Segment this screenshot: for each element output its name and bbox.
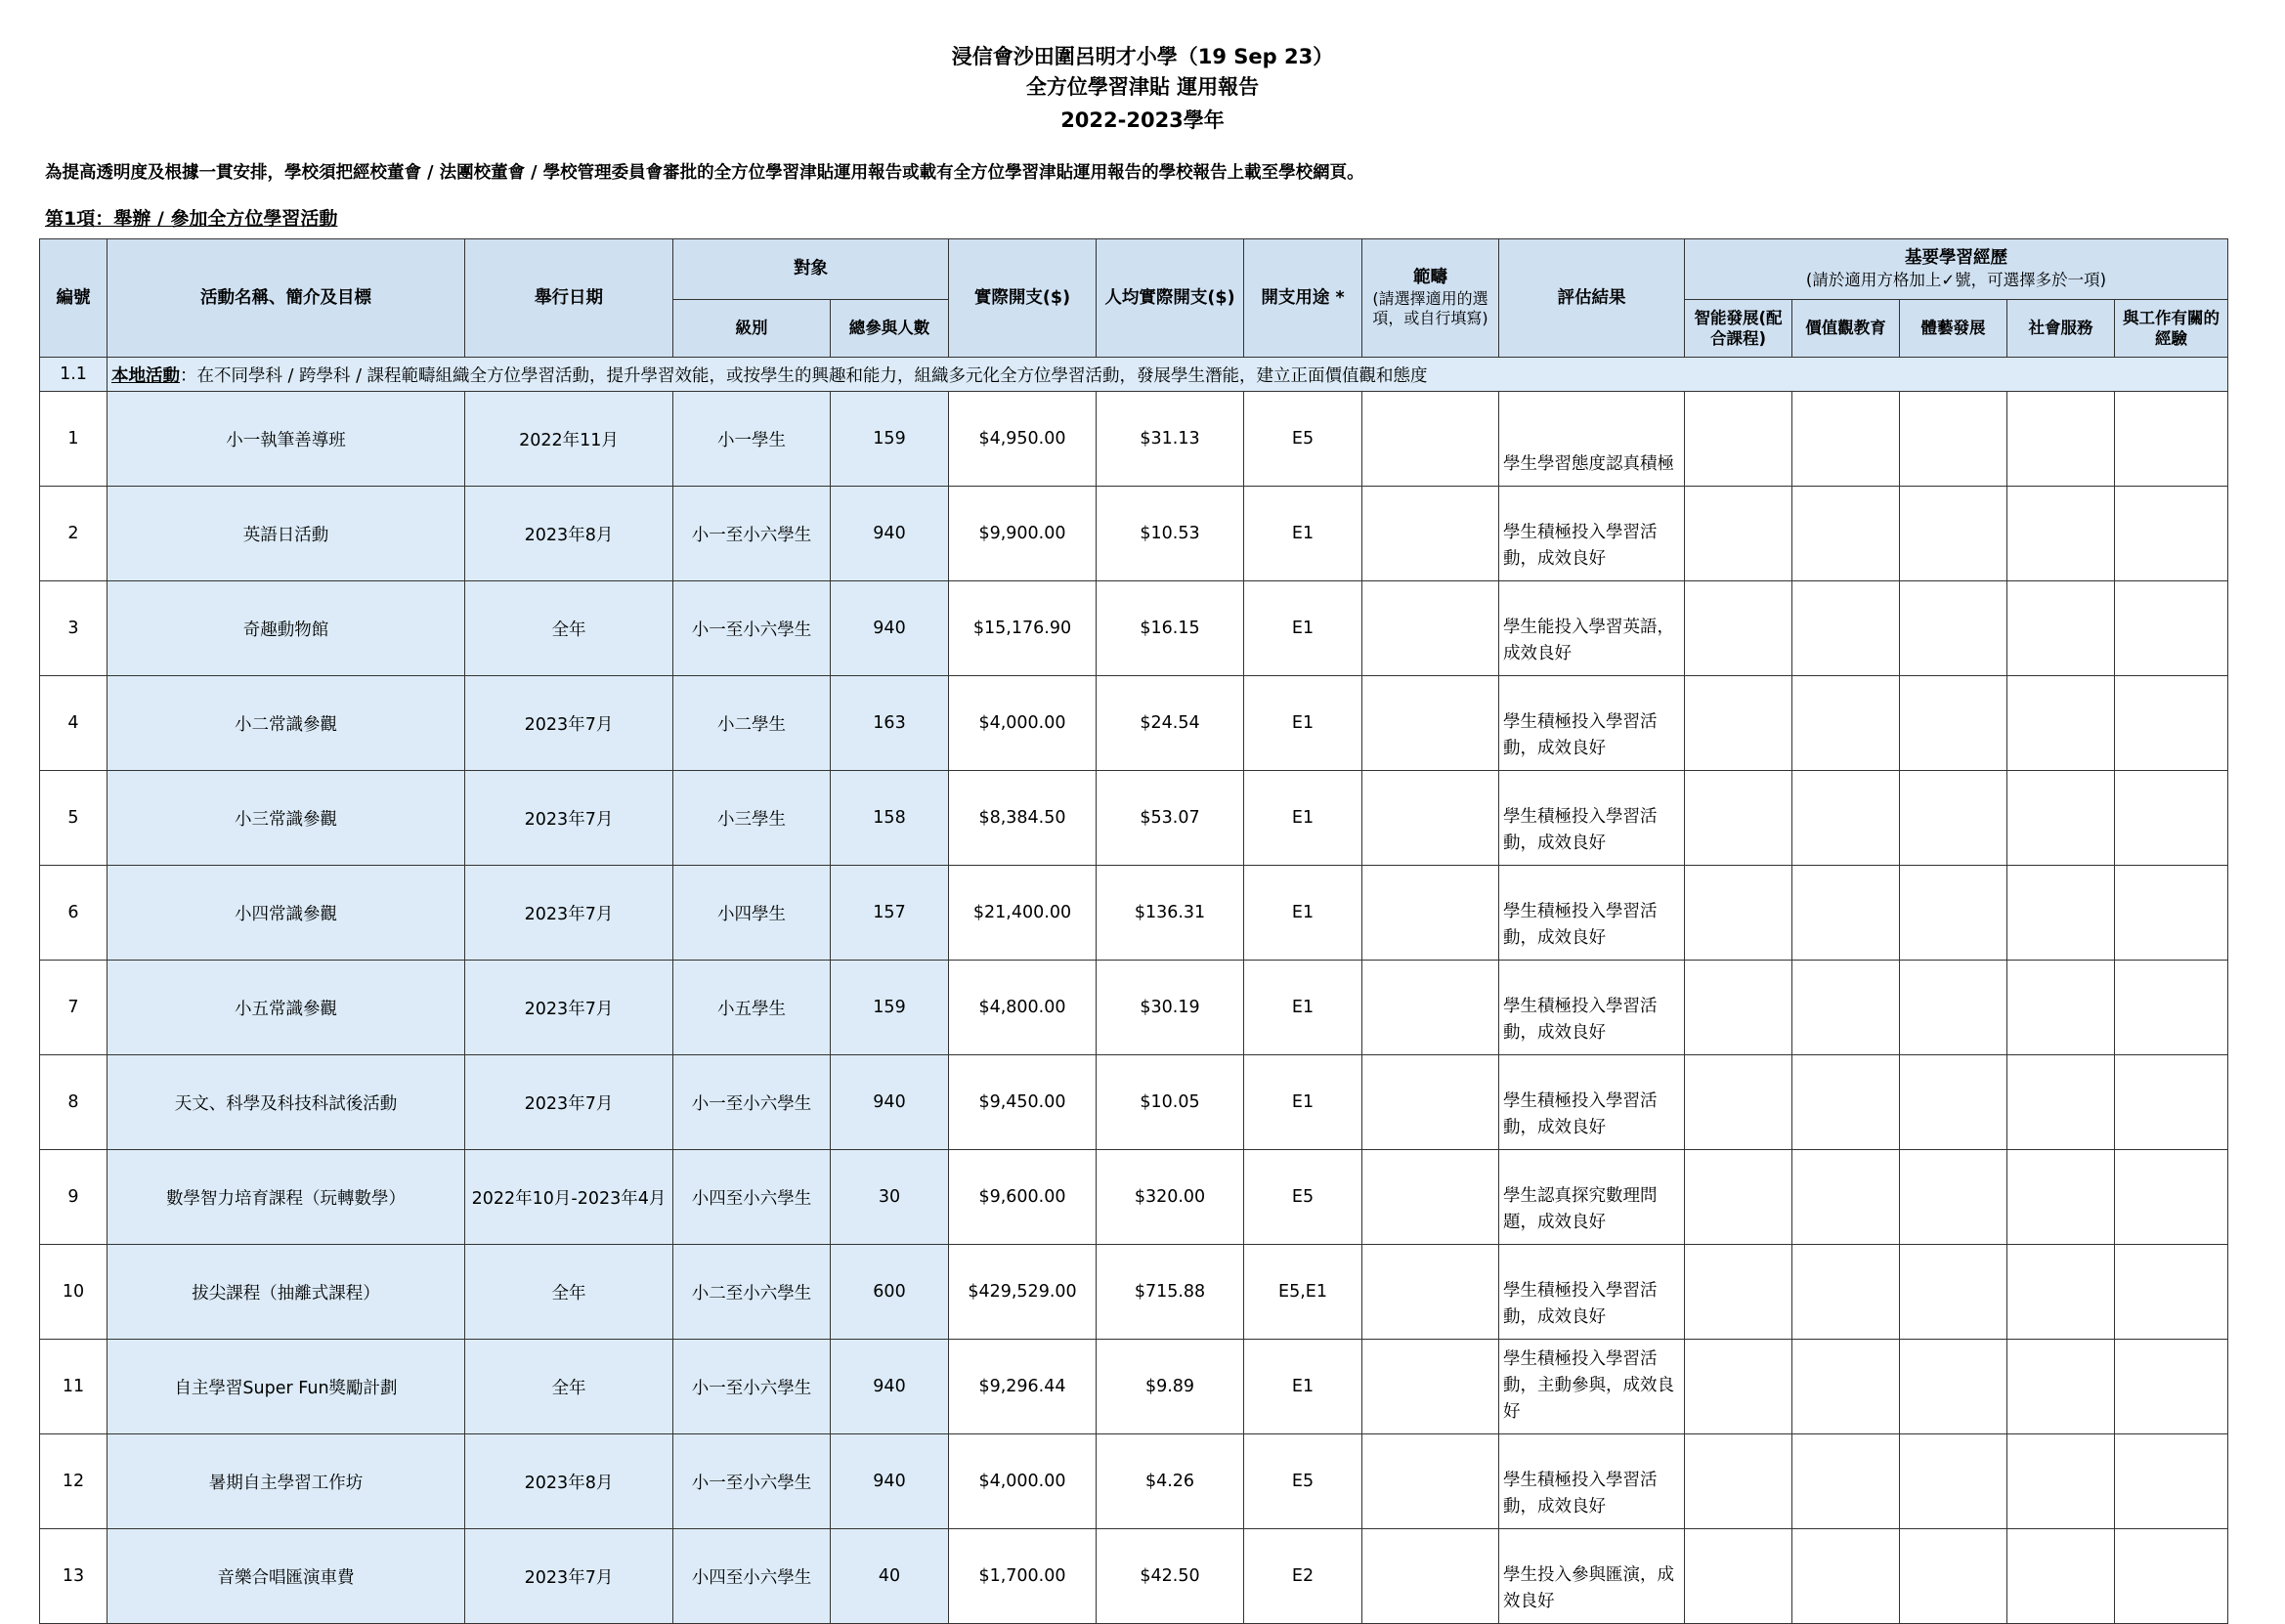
kle-check-cell (1792, 771, 1900, 866)
table-row (40, 1055, 2228, 1150)
section-row-1-1 (40, 358, 2228, 392)
kle-check-cell (2115, 961, 2228, 1055)
participant-count: 40 (831, 1529, 949, 1624)
kle-check-cell (1792, 676, 1900, 771)
kle-check-cell (1792, 1434, 1900, 1529)
domain-cell (1362, 676, 1499, 771)
kle-check-cell (2007, 961, 2115, 1055)
activity-date: 全年 (465, 1340, 673, 1434)
actual-expense: $8,384.50 (949, 771, 1097, 866)
target-level: 小四至小六學生 (673, 1529, 831, 1624)
kle-community-service: 社會服務 (2007, 300, 2115, 358)
kle-check-cell (1900, 1150, 2007, 1245)
kle-check-cell (1792, 1340, 1900, 1434)
kle-check-cell (1900, 961, 2007, 1055)
kle-check-cell (1685, 961, 1792, 1055)
kle-check-cell (2007, 1434, 2115, 1529)
kle-check-cell (1900, 392, 2007, 487)
domain-cell (1362, 1434, 1499, 1529)
kle-check-cell (2115, 392, 2228, 487)
activity-name: 自主學習Super Fun獎勵計劃 (108, 1340, 465, 1434)
evaluation-result: 學生學習態度認真積極 (1499, 392, 1685, 487)
activity-name: 音樂合唱匯演車費 (108, 1529, 465, 1624)
expense-usage: E2 (1244, 1529, 1362, 1624)
kle-check-cell (1792, 487, 1900, 581)
expense-usage: E5 (1244, 1434, 1362, 1529)
kle-check-cell (1900, 1434, 2007, 1529)
row-number: 13 (40, 1529, 108, 1624)
activity-name: 小一執筆善導班 (108, 392, 465, 487)
kle-check-cell (1792, 1245, 1900, 1340)
col-header-no: 編號 (40, 239, 108, 358)
row-number: 8 (40, 1055, 108, 1150)
table-row (40, 1245, 2228, 1340)
kle-check-cell (1685, 1150, 1792, 1245)
kle-check-cell (2115, 487, 2228, 581)
kle-check-cell (1900, 487, 2007, 581)
activity-date: 2023年7月 (465, 1529, 673, 1624)
evaluation-result: 學生積極投入學習活動，成效良好 (1499, 676, 1685, 771)
kle-check-cell (2115, 1340, 2228, 1434)
participant-count: 940 (831, 1434, 949, 1529)
kle-check-cell (1900, 1340, 2007, 1434)
target-level: 小二至小六學生 (673, 1245, 831, 1340)
row-number: 4 (40, 676, 108, 771)
table-row (40, 1150, 2228, 1245)
per-capita-expense: $31.13 (1097, 392, 1244, 487)
activity-name: 奇趣動物館 (108, 581, 465, 676)
kle-check-cell (2115, 1529, 2228, 1624)
col-header-level: 級別 (673, 300, 831, 358)
participant-count: 157 (831, 866, 949, 961)
table-row (40, 866, 2228, 961)
target-level: 小三學生 (673, 771, 831, 866)
activity-name: 數學智力培育課程（玩轉數學） (108, 1150, 465, 1245)
evaluation-result: 學生投入參與匯演，成效良好 (1499, 1529, 1685, 1624)
participant-count: 159 (831, 961, 949, 1055)
per-capita-expense: $53.07 (1097, 771, 1244, 866)
participant-count: 940 (831, 581, 949, 676)
domain-cell (1362, 961, 1499, 1055)
activity-table (39, 238, 2228, 1624)
per-capita-expense: $4.26 (1097, 1434, 1244, 1529)
activity-name: 小四常識參觀 (108, 866, 465, 961)
kle-aesthetic-physical: 體藝發展 (1900, 300, 2007, 358)
actual-expense: $4,000.00 (949, 1434, 1097, 1529)
target-level: 小四學生 (673, 866, 831, 961)
domain-cell (1362, 1150, 1499, 1245)
evaluation-result: 學生積極投入學習活動，成效良好 (1499, 866, 1685, 961)
table-row (40, 961, 2228, 1055)
kle-check-cell (2115, 771, 2228, 866)
table-row (40, 1340, 2228, 1434)
kle-check-cell (1685, 1340, 1792, 1434)
actual-expense: $4,950.00 (949, 392, 1097, 487)
activity-name: 小五常識參觀 (108, 961, 465, 1055)
expense-usage: E5,E1 (1244, 1245, 1362, 1340)
activity-date: 2022年11月 (465, 392, 673, 487)
expense-usage: E1 (1244, 1340, 1362, 1434)
actual-expense: $15,176.90 (949, 581, 1097, 676)
report-title-subsidy: 全方位學習津貼 運用報告 (1025, 75, 1260, 99)
participant-count: 940 (831, 487, 949, 581)
evaluation-result: 學生積極投入學習活動，成效良好 (1499, 487, 1685, 581)
expense-usage: E1 (1244, 487, 1362, 581)
domain-cell (1362, 392, 1499, 487)
participant-count: 159 (831, 392, 949, 487)
activity-name: 英語日活動 (108, 487, 465, 581)
activity-name: 拔尖課程（抽離式課程） (108, 1245, 465, 1340)
section-heading: 第1項：舉辦 / 參加全方位學習活動 (45, 208, 338, 230)
actual-expense: $429,529.00 (949, 1245, 1097, 1340)
per-capita-expense: $320.00 (1097, 1150, 1244, 1245)
activity-date: 2023年7月 (465, 1055, 673, 1150)
table-row (40, 676, 2228, 771)
actual-expense: $9,600.00 (949, 1150, 1097, 1245)
section-number: 1.1 (40, 358, 108, 392)
domain-cell (1362, 581, 1499, 676)
kle-check-cell (1792, 1529, 1900, 1624)
evaluation-result: 學生積極投入學習活動，成效良好 (1499, 1245, 1685, 1340)
kle-career-related: 與工作有關的經驗 (2115, 300, 2228, 358)
evaluation-result: 學生積極投入學習活動，成效良好 (1499, 1434, 1685, 1529)
participant-count: 158 (831, 771, 949, 866)
row-number: 6 (40, 866, 108, 961)
activity-name: 暑期自主學習工作坊 (108, 1434, 465, 1529)
kle-check-cell (1685, 1434, 1792, 1529)
evaluation-result: 學生能投入學習英語，成效良好 (1499, 581, 1685, 676)
kle-check-cell (2007, 1055, 2115, 1150)
actual-expense: $9,296.44 (949, 1340, 1097, 1434)
kle-check-cell (1900, 1529, 2007, 1624)
evaluation-result: 學生積極投入學習活動，成效良好 (1499, 961, 1685, 1055)
kle-values: 價值觀教育 (1792, 300, 1900, 358)
expense-usage: E1 (1244, 866, 1362, 961)
participant-count: 940 (831, 1340, 949, 1434)
kle-check-cell (1685, 771, 1792, 866)
expense-usage: E1 (1244, 1055, 1362, 1150)
expense-usage: E5 (1244, 392, 1362, 487)
domain-cell (1362, 487, 1499, 581)
target-level: 小一至小六學生 (673, 1340, 831, 1434)
per-capita-expense: $715.88 (1097, 1245, 1244, 1340)
kle-check-cell (2115, 581, 2228, 676)
per-capita-expense: $10.53 (1097, 487, 1244, 581)
domain-cell (1362, 1529, 1499, 1624)
kle-check-cell (1792, 392, 1900, 487)
per-capita-expense: $16.15 (1097, 581, 1244, 676)
col-header-kle (1685, 239, 2228, 300)
row-number: 9 (40, 1150, 108, 1245)
kle-check-cell (1685, 581, 1792, 676)
kle-check-cell (2115, 1434, 2228, 1529)
evaluation-result: 學生積極投入學習活動，成效良好 (1499, 1055, 1685, 1150)
row-number: 2 (40, 487, 108, 581)
evaluation-result: 學生積極投入學習活動，主動參與，成效良好 (1499, 1340, 1685, 1434)
kle-check-cell (2007, 1245, 2115, 1340)
target-level: 小四至小六學生 (673, 1150, 831, 1245)
col-header-domain (1362, 239, 1499, 358)
participant-count: 600 (831, 1245, 949, 1340)
col-header-target: 對象 (673, 239, 949, 300)
col-header-date: 舉行日期 (465, 239, 673, 358)
activity-name: 小二常識參觀 (108, 676, 465, 771)
kle-check-cell (1900, 581, 2007, 676)
kle-check-cell (1792, 961, 1900, 1055)
activity-date: 2023年7月 (465, 866, 673, 961)
row-number: 5 (40, 771, 108, 866)
col-header-expense: 實際開支($) (949, 239, 1097, 358)
table-row (40, 487, 2228, 581)
actual-expense: $1,700.00 (949, 1529, 1097, 1624)
per-capita-expense: $9.89 (1097, 1340, 1244, 1434)
evaluation-result: 學生積極投入學習活動，成效良好 (1499, 771, 1685, 866)
col-header-per-capita: 人均實際開支($) (1097, 239, 1244, 358)
kle-check-cell (2115, 676, 2228, 771)
kle-check-cell (1792, 1150, 1900, 1245)
kle-title: 基要學習經歷 (1905, 248, 2008, 269)
target-level: 小一至小六學生 (673, 1434, 831, 1529)
per-capita-expense: $42.50 (1097, 1529, 1244, 1624)
row-number: 1 (40, 392, 108, 487)
participant-count: 163 (831, 676, 949, 771)
kle-check-cell (2115, 866, 2228, 961)
participant-count: 30 (831, 1150, 949, 1245)
kle-check-cell (2007, 1150, 2115, 1245)
kle-note: (請於適用方格加上✓號，可選擇多於一項) (1805, 271, 2107, 290)
domain-cell (1362, 866, 1499, 961)
kle-check-cell (1685, 676, 1792, 771)
per-capita-expense: $136.31 (1097, 866, 1244, 961)
target-level: 小二學生 (673, 676, 831, 771)
col-header-activity: 活動名稱、簡介及目標 (108, 239, 465, 358)
target-level: 小一學生 (673, 392, 831, 487)
table-row (40, 771, 2228, 866)
expense-usage: E1 (1244, 961, 1362, 1055)
target-level: 小一至小六學生 (673, 581, 831, 676)
expense-usage: E1 (1244, 771, 1362, 866)
activity-date: 全年 (465, 1245, 673, 1340)
kle-check-cell (2007, 676, 2115, 771)
row-number: 10 (40, 1245, 108, 1340)
activity-date: 2023年7月 (465, 676, 673, 771)
kle-check-cell (1685, 866, 1792, 961)
activity-name: 天文、科學及科技科試後活動 (108, 1055, 465, 1150)
expense-usage: E1 (1244, 676, 1362, 771)
row-number: 11 (40, 1340, 108, 1434)
domain-cell (1362, 1055, 1499, 1150)
kle-check-cell (2007, 866, 2115, 961)
kle-check-cell (1685, 1055, 1792, 1150)
evaluation-result: 學生認真探究數理問題，成效良好 (1499, 1150, 1685, 1245)
col-header-usage: 開支用途 * (1244, 239, 1362, 358)
domain-title: 範疇 (1413, 267, 1447, 287)
domain-cell (1362, 771, 1499, 866)
kle-check-cell (1900, 676, 2007, 771)
target-level: 小一至小六學生 (673, 1055, 831, 1150)
kle-check-cell (1685, 392, 1792, 487)
per-capita-expense: $24.54 (1097, 676, 1244, 771)
actual-expense: $9,900.00 (949, 487, 1097, 581)
activity-date: 2022年10月-2023年4月 (465, 1150, 673, 1245)
kle-check-cell (1900, 771, 2007, 866)
row-number: 7 (40, 961, 108, 1055)
report-title-school: 浸信會沙田圍呂明才小學（19 Sep 23） (951, 45, 1334, 68)
kle-check-cell (1792, 581, 1900, 676)
per-capita-expense: $30.19 (1097, 961, 1244, 1055)
table-row (40, 1529, 2228, 1624)
actual-expense: $4,000.00 (949, 676, 1097, 771)
kle-check-cell (2007, 1529, 2115, 1624)
activity-date: 2023年8月 (465, 1434, 673, 1529)
activity-date: 2023年7月 (465, 771, 673, 866)
col-header-evaluation: 評估結果 (1499, 239, 1685, 358)
kle-check-cell (2007, 1340, 2115, 1434)
kle-check-cell (1685, 1529, 1792, 1624)
actual-expense: $4,800.00 (949, 961, 1097, 1055)
section-description (108, 358, 2228, 392)
domain-cell (1362, 1245, 1499, 1340)
row-number: 3 (40, 581, 108, 676)
kle-check-cell (2007, 392, 2115, 487)
activity-date: 2023年8月 (465, 487, 673, 581)
kle-check-cell (2115, 1055, 2228, 1150)
kle-check-cell (1685, 1245, 1792, 1340)
kle-check-cell (2115, 1150, 2228, 1245)
table-row (40, 392, 2228, 487)
kle-check-cell (1792, 1055, 1900, 1150)
target-level: 小一至小六學生 (673, 487, 831, 581)
table-row (40, 1434, 2228, 1529)
section-text: ：在不同學科 / 跨學科 / 課程範疇組織全方位學習活動，提升學習效能，或按學生的興趣和能力，組織多元化全方位學習活動，發展學生潛能，建立正面價值觀和態度 (180, 365, 1428, 386)
kle-check-cell (1685, 487, 1792, 581)
kle-intellectual: 智能發展(配合課程) (1685, 300, 1792, 358)
row-number: 12 (40, 1434, 108, 1529)
activity-date: 全年 (465, 581, 673, 676)
per-capita-expense: $10.05 (1097, 1055, 1244, 1150)
table-row (40, 581, 2228, 676)
section-label: 本地活動 (111, 365, 180, 386)
intro-paragraph: 為提高透明度及根據一貫安排，學校須把經校董會 / 法團校董會 / 學校管理委員會審批的全方位學習津貼運用報告或載有全方位學習津貼運用報告的學校報告上載至學校網頁。 (45, 163, 1364, 183)
kle-check-cell (2007, 487, 2115, 581)
kle-check-cell (2115, 1245, 2228, 1340)
participant-count: 940 (831, 1055, 949, 1150)
expense-usage: E1 (1244, 581, 1362, 676)
kle-check-cell (1792, 866, 1900, 961)
kle-check-cell (2007, 771, 2115, 866)
kle-check-cell (2007, 581, 2115, 676)
activity-name: 小三常識參觀 (108, 771, 465, 866)
kle-check-cell (1900, 1055, 2007, 1150)
col-header-participants: 總參與人數 (831, 300, 949, 358)
actual-expense: $21,400.00 (949, 866, 1097, 961)
domain-note: (請選擇適用的選項，或自行填寫) (1372, 288, 1488, 328)
expense-usage: E5 (1244, 1150, 1362, 1245)
report-title-year: 2022-2023學年 (1060, 108, 1225, 132)
kle-check-cell (1900, 866, 2007, 961)
kle-check-cell (1900, 1245, 2007, 1340)
actual-expense: $9,450.00 (949, 1055, 1097, 1150)
domain-cell (1362, 1340, 1499, 1434)
target-level: 小五學生 (673, 961, 831, 1055)
activity-date: 2023年7月 (465, 961, 673, 1055)
